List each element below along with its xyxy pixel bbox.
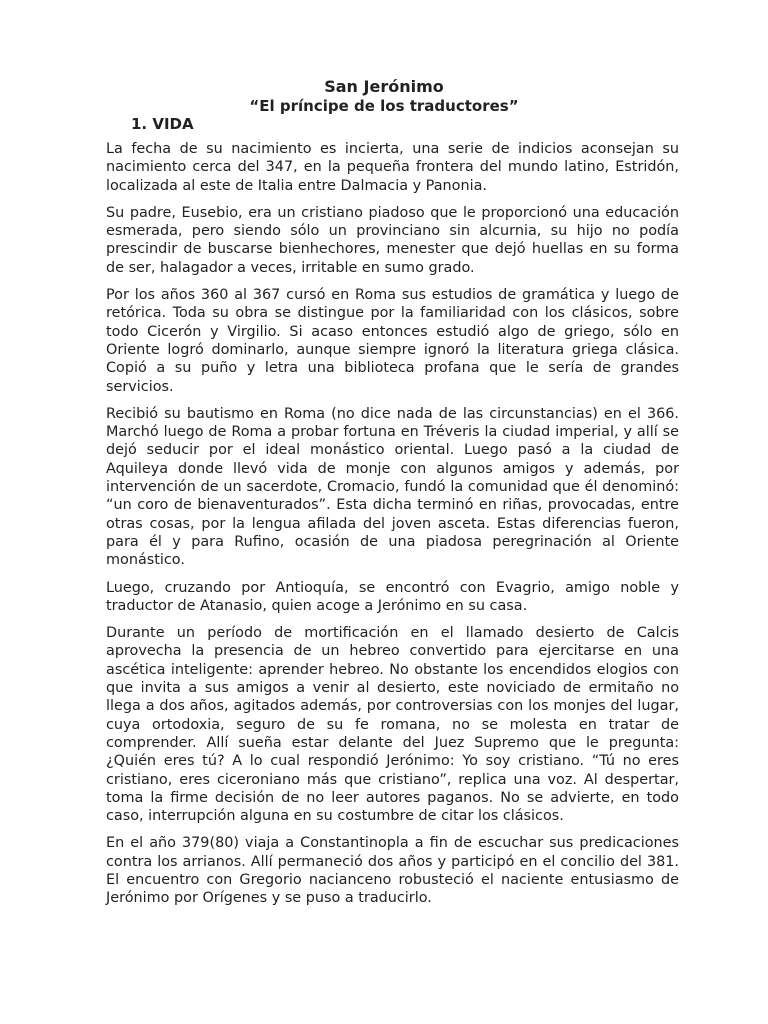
paragraph: En el año 379(80) viaja a Constantinopla a fin de escuchar sus predicaciones contra los arrianos. Allí permaneció dos años y participó en el concilio del 381. El encuentro con Gregorio nacianceno robusteció el naciente entusiasmo de Jerónimo por Orígenes y se puso a traducirlo. — [106, 835, 679, 907]
paragraph: Recibió su bautismo en Roma (no dice nada de las circunstancias) en el 366. Marchó luego de Roma a probar fortuna en Tréveris la ciudad imperial, y allí se dejó seducir por el ideal monástico oriental. Luego pasó a la ciudad de Aquileya donde llevó vida de monje con algunos amigos y además, por intervención de un sacerdote, Cromacio, fundó la comunidad que él denominó: “un coro de bienaventurados”. Esta dicha terminó en riñas, provocadas, entre otras cosas, por la lengua afilada del joven asceta. Estas diferencias fueron, para él y para Rufino, ocasión de una piadosa peregrinación al Oriente monástico. — [106, 405, 679, 569]
paragraph: Durante un período de mortificación en el llamado desierto de Calcis aprovecha la presencia de un hebreo convertido para ejercitarse en una ascética inteligente: aprender hebreo. No obstante los encendidos elogios con que invita a sus amigos a venir al desierto, este noviciado de ermitaño no llega a dos años, agitados además, por controversias con los monjes del lugar, cuya ortodoxia, seguro de su fe romana, no se molesta en tratar de comprender. Allí sueña estar delante del Juez Supremo que le pregunta: ¿Quién eres tú? A lo cual respondió Jerónimo: Yo soy cristiano. “Tú no eres cristiano, eres ciceroniano más que cristiano”, replica una voz. Al despertar, toma la firme decisión de no leer autores paganos. No se advierte, en todo caso, interrupción alguna en su costumbre de citar los clásicos. — [106, 625, 679, 825]
document-subtitle: “El príncipe de los traductores” — [249, 97, 519, 115]
paragraph: La fecha de su nacimiento es incierta, una serie de indicios aconsejan su nacimiento cerca del 347, en la pequeña frontera del mundo latino, Estridón, localizada al este de Italia entre Dalmacia y Panonia. — [106, 141, 679, 194]
paragraph: Su padre, Eusebio, era un cristiano piadoso que le proporcionó una educación esmerada, pero siendo sólo un provinciano sin alcurnia, su hijo no podía prescindir de buscarse bienhechores, menester que dejó huellas en su forma de ser, halagador a veces, irritable en sumo grado. — [106, 204, 679, 276]
section-heading: 1. VIDA — [131, 115, 194, 133]
document-body — [106, 140, 679, 917]
document-title: San Jerónimo — [324, 77, 444, 96]
paragraph: Por los años 360 al 367 cursó en Roma sus estudios de gramática y luego de retórica. Toda su obra se distingue por la familiaridad con los clásicos, sobre todo Cicerón y Virgilio. Si acaso entonces estudió algo de griego, sólo en Oriente logró dominarlo, aunque siempre ignoró la literatura griega clásica. Copió a su puño y letra una biblioteca profana que le sería de grandes servicios. — [106, 287, 679, 395]
paragraph: Luego, cruzando por Antioquía, se encontró con Evagrio, amigo noble y traductor de Atanasio, quien acoge a Jerónimo en su casa. — [106, 579, 679, 614]
